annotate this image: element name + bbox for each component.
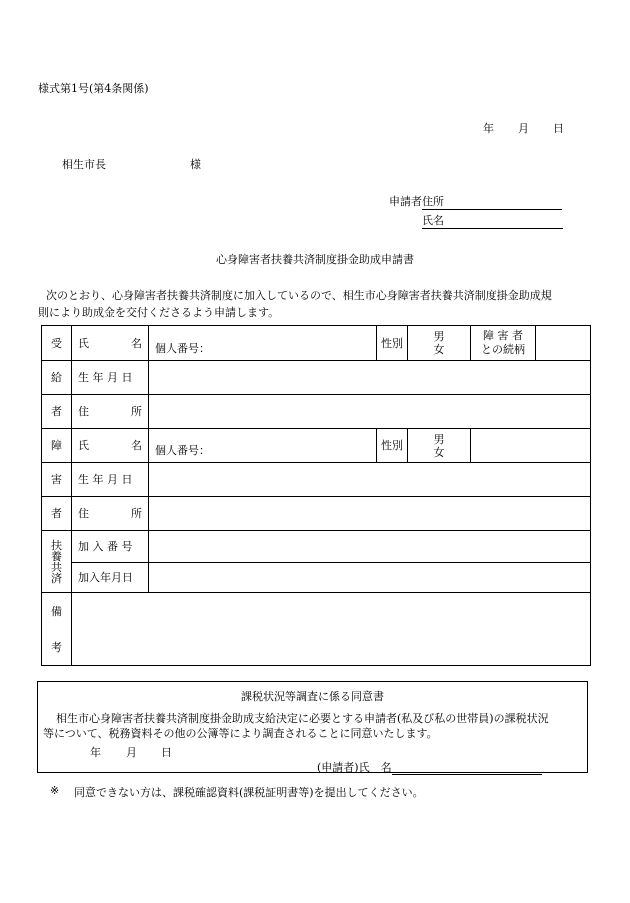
remarks-label: 備 考 xyxy=(42,593,72,666)
addressee-suffix: 様 xyxy=(190,158,201,171)
recipient-name-label: 氏 名 xyxy=(72,326,149,361)
consent-day: 日 xyxy=(161,746,172,759)
female-option: 女 xyxy=(433,343,445,356)
recipient-label-3: 者 xyxy=(42,395,72,429)
disabled-birth-label: 生 年 月 日 xyxy=(72,463,149,497)
male-option: 男 xyxy=(433,330,445,343)
disabled-name-field[interactable] xyxy=(149,429,377,463)
disabled-personal-number: 個人番号： xyxy=(155,444,210,457)
disabled-label-1: 障 xyxy=(42,429,72,463)
consent-signer-label: (申請者)氏 名 xyxy=(317,761,392,774)
footnote-mark: ※ xyxy=(50,784,60,797)
join-number-field[interactable] xyxy=(149,531,591,563)
applicant-name-row xyxy=(422,212,563,229)
address-label: 住所 xyxy=(422,195,444,208)
recipient-label-2: 給 xyxy=(42,361,72,395)
join-date-label: 加入年月日 xyxy=(72,563,149,593)
disabled-name-label: 氏 名 xyxy=(72,429,149,463)
footnote: 同意できない方は、課税確認資料(課税証明書等)を提出してください。 xyxy=(74,786,424,799)
disabled-birth-field[interactable] xyxy=(149,463,591,497)
date-year: 年 xyxy=(483,122,494,135)
disabled-label-2: 害 xyxy=(42,463,72,497)
name-field[interactable] xyxy=(422,212,563,229)
date-month: 月 xyxy=(518,122,529,135)
recipient-birth-field[interactable] xyxy=(149,361,591,395)
addressee: 相生市長 xyxy=(62,158,106,171)
relation-label: 障 害 者 との続柄 xyxy=(471,326,536,360)
disabled-sex-options[interactable] xyxy=(408,429,471,463)
consent-signature-field[interactable] xyxy=(392,763,542,775)
disabled-sex-label: 性別 xyxy=(377,429,408,463)
disabled-empty-cell xyxy=(471,429,591,463)
consent-body-line-1: 相生市心身障害者扶養共済制度掛金助成支給決定に必要とする申請者(私及び私の世帯員)の課税状況 xyxy=(56,712,549,725)
recipient-address-label: 住 所 xyxy=(72,395,149,429)
recipient-label-1: 受 xyxy=(42,326,72,361)
join-number-label: 加 入 番 号 xyxy=(72,531,149,563)
disabled-address-field[interactable] xyxy=(149,497,591,531)
consent-month: 月 xyxy=(126,746,137,759)
recipient-name-field[interactable] xyxy=(149,326,377,361)
recipient-address-field[interactable] xyxy=(149,395,591,429)
consent-year: 年 xyxy=(90,746,101,759)
recipient-sex-label: 性別 xyxy=(377,326,408,361)
consent-signer-row xyxy=(317,759,542,775)
intro-line-1: 次のとおり、心身障害者扶養共済制度に加入しているので、相生市心身障害者扶養共済制度掛金助成規 xyxy=(46,289,552,302)
form-number: 様式第1号(第4条関係) xyxy=(38,82,149,95)
address-field[interactable] xyxy=(422,193,562,210)
relation-field[interactable] xyxy=(536,326,590,360)
recipient-birth-label: 生 年 月 日 xyxy=(72,361,149,395)
document-title: 心身障害者扶養共済制度掛金助成申請書 xyxy=(216,253,414,266)
join-date-field[interactable] xyxy=(149,563,591,593)
remarks-field[interactable] xyxy=(72,593,591,666)
name-label: 氏名 xyxy=(422,214,444,227)
consent-title: 課税状況等調査に係る同意書 xyxy=(241,690,384,703)
disabled-label-3: 者 xyxy=(42,497,72,531)
disabled-address-label: 住 所 xyxy=(72,497,149,531)
application-table xyxy=(41,325,591,666)
intro-line-2: 則により助成金を交付くださるよう申請します。 xyxy=(38,306,280,319)
fuyo-kyosai-label: 扶 養 共 済 xyxy=(42,531,72,593)
recipient-sex-options[interactable] xyxy=(408,326,471,361)
applicant-address-row xyxy=(389,193,562,210)
consent-body-line-2: 等について、税務資料その他の公簿等により調査されることに同意いたします。 xyxy=(43,727,438,740)
female-option: 女 xyxy=(433,445,445,459)
applicant-label: 申請者 xyxy=(389,195,422,208)
male-option: 男 xyxy=(433,432,445,446)
consent-box xyxy=(37,681,588,773)
date-day: 日 xyxy=(553,122,564,135)
recipient-relation-cell xyxy=(471,326,591,361)
recipient-personal-number: 個人番号： xyxy=(155,341,210,355)
